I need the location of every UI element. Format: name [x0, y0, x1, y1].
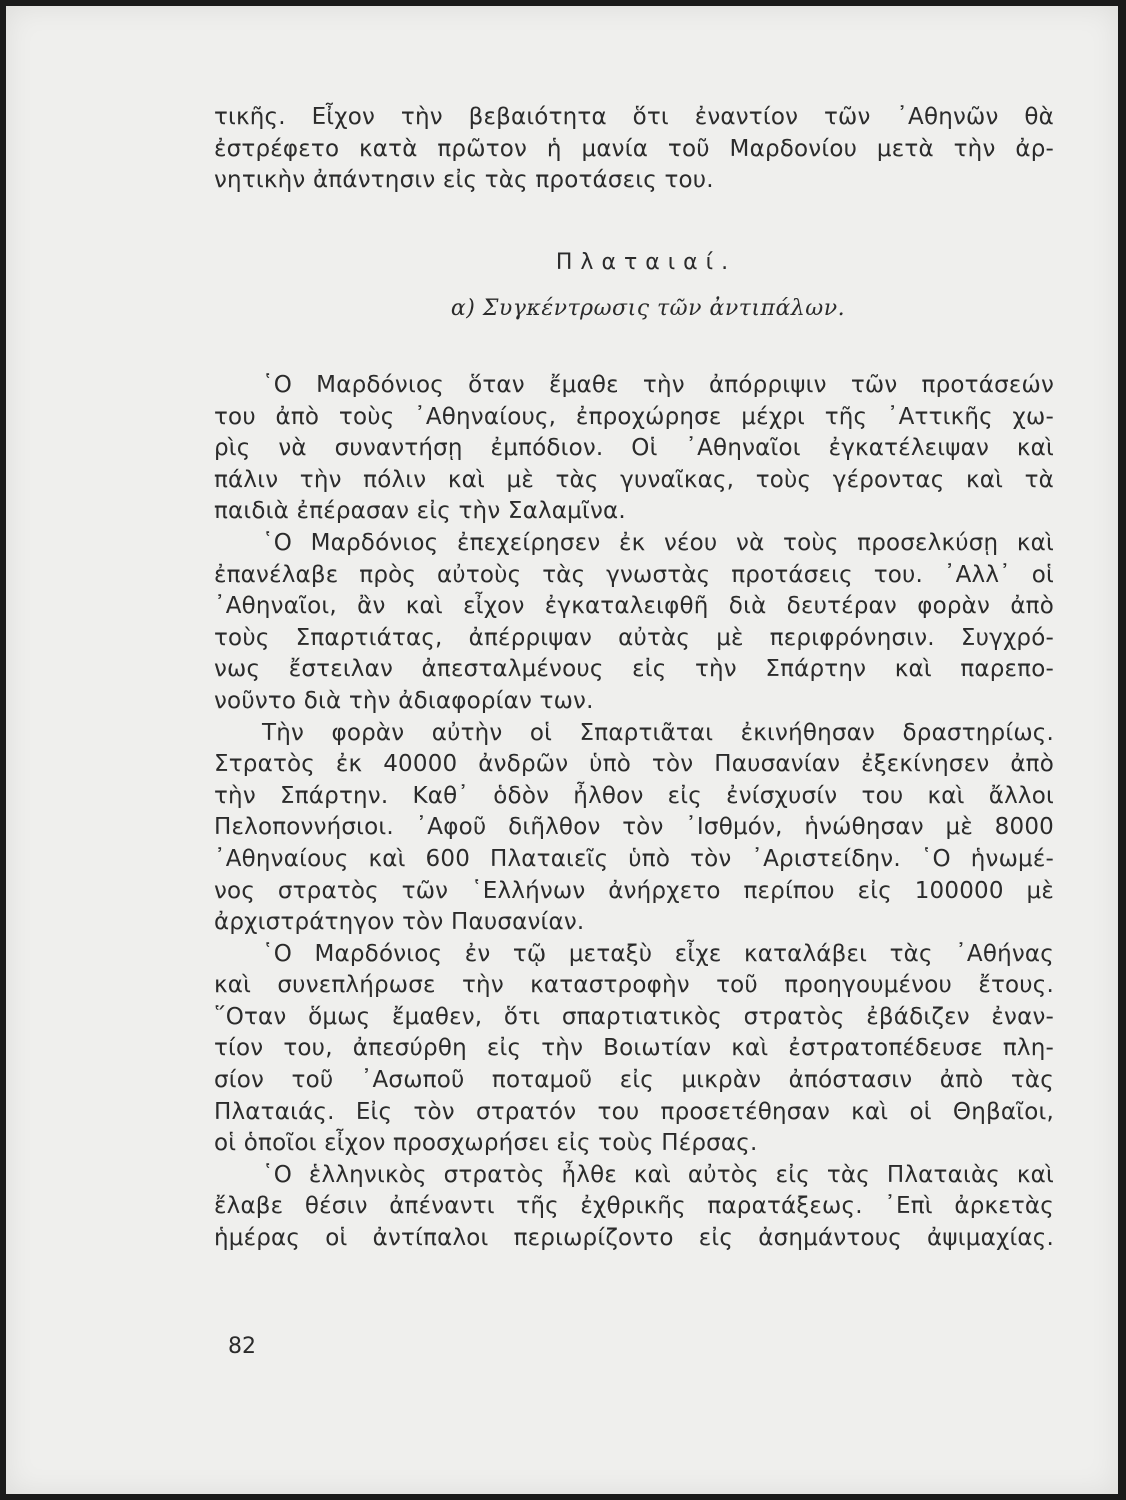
text-line: ῾Ο ἑλληνικὸς στρατὸς ἦλθε καὶ αὐτὸς εἰς τὰς Πλαταιὰς καὶ: [262, 1161, 1054, 1188]
text-line: ἐπανέλαβε πρὸς αὐτοὺς τὰς γνωστὰς προτάσεις του. ᾿Αλλ᾿ οἱ: [214, 561, 1054, 588]
text-line: ρὶς νὰ συναντήσῃ ἐμπόδιον. Οἱ ᾿Αθηναῖοι ἐγκατέλειψαν καὶ: [214, 435, 1054, 462]
text-line: ᾿Αθηναίους καὶ 600 Πλαταιεῖς ὑπὸ τὸν ᾿Αριστείδην. ῾Ο ἡνωμέ-: [214, 845, 1054, 872]
text-line: τὴν Σπάρτην. Καθ᾿ ὁδὸν ἦλθον εἰς ἐνίσχυσίν του καὶ ἄλλοι: [214, 782, 1054, 809]
text-line: νος στρατὸς τῶν ῾Ελλήνων ἀνήρχετο περίπου εἰς 100000 μὲ: [214, 877, 1054, 904]
text-line: Πελοποννήσιοι. ᾿Αφοῦ διῆλθον τὸν ᾿Ισθμόν, ἡνώθησαν μὲ 8000: [214, 814, 1054, 841]
text-line: Τὴν φορὰν αὐτὴν οἱ Σπαρτιᾶται ἐκινήθησαν δραστηρίως.: [262, 719, 1054, 746]
section-heading: Πλαταιαί.: [555, 250, 737, 275]
text-line: παιδιὰ ἐπέρασαν εἰς τὴν Σαλαμῖνα.: [214, 498, 626, 525]
book-page: [6, 6, 1118, 1494]
text-line: Στρατὸς ἐκ 40000 ἀνδρῶν ὑπὸ τὸν Παυσανίαν ἐξεκίνησεν ἀπὸ: [214, 751, 1054, 778]
text-line: ἐστρέφετο κατὰ πρῶτον ἡ μανία τοῦ Μαρδονίου μετὰ τὴν ἀρ-: [214, 135, 1054, 162]
text-line: Πλαταιάς. Εἰς τὸν στρατόν του προσετέθησαν καὶ οἱ Θηβαῖοι,: [214, 1098, 1054, 1125]
page-number: 82: [228, 1334, 256, 1359]
text-line: σίον τοῦ ᾿Ασωποῦ ποταμοῦ εἰς μικρὰν ἀπόστασιν ἀπὸ τὰς: [214, 1067, 1054, 1094]
text-line: καὶ συνεπλήρωσε τὴν καταστροφὴν τοῦ προηγουμένου ἔτους.: [214, 972, 1054, 999]
text-line: ῾Ο Μαρδόνιος ὅταν ἔμαθε τὴν ἀπόρριψιν τῶν προτάσεών: [262, 372, 1054, 398]
text-line: τοὺς Σπαρτιάτας, ἀπέρριψαν αὐτὰς μὲ περιφρόνησιν. Συγχρό-: [214, 624, 1054, 651]
text-line: νοῦντο διὰ τὴν ἀδιαφορίαν των.: [214, 687, 594, 714]
main-text: [214, 370, 1054, 1255]
intro-paragraph: [214, 102, 1054, 197]
text-line: ῞Οταν ὅμως ἔμαθεν, ὅτι σπαρτιατικὸς στρατὸς ἐβάδιζεν ἐναν-: [214, 1003, 1054, 1030]
text-line: ᾿Αθηναῖοι, ἂν καὶ εἶχον ἐγκαταλειφθῆ διὰ δευτέραν φορὰν ἀπὸ: [214, 593, 1054, 620]
text-line: ῾Ο Μαρδόνιος ἐν τῷ μεταξὺ εἶχε καταλάβει τὰς ᾿Αθήνας: [262, 940, 1054, 967]
text-line: ἡμέρας οἱ ἀντίπαλοι περιωρίζοντο εἰς ἀσημάντους ἀψιμαχίας.: [214, 1225, 1054, 1252]
paragraph: [214, 528, 1054, 718]
text-line: οἱ ὁποῖοι εἶχον προσχωρήσει εἰς τοὺς Πέρσας.: [214, 1130, 758, 1157]
paragraph: [214, 939, 1054, 1160]
paragraph: [214, 718, 1054, 939]
text-line: τικῆς. Εἶχον τὴν βεβαιότητα ὅτι ἐναντίον τῶν ᾿Αθηνῶν θὰ: [214, 104, 1054, 130]
text-line: νητικὴν ἀπάντησιν εἰς τὰς προτάσεις του.: [214, 167, 714, 194]
text-line: ἔλαβε θέσιν ἀπέναντι τῆς ἐχθρικῆς παρατάξεως. ᾿Επὶ ἀρκετὰς: [214, 1193, 1054, 1220]
text-line: πάλιν τὴν πόλιν καὶ μὲ τὰς γυναῖκας, τοὺς γέροντας καὶ τὰ: [214, 466, 1054, 493]
text-line: νως ἔστειλαν ἀπεσταλμένους εἰς τὴν Σπάρτην καὶ παρεπο-: [214, 656, 1054, 683]
paragraph: [214, 370, 1054, 528]
text-line: ἀρχιστράτηγον τὸν Παυσανίαν.: [214, 909, 585, 936]
text-line: τίον του, ἀπεσύρθη εἰς τὴν Βοιωτίαν καὶ ἐστρατοπέδευσε πλη-: [214, 1035, 1054, 1062]
paragraph: [214, 1160, 1054, 1255]
text-line: του ἀπὸ τοὺς ᾿Αθηναίους, ἐπροχώρησε μέχρι τῆς ᾿Αττικῆς χω-: [214, 403, 1054, 430]
text-line: ῾Ο Μαρδόνιος ἐπεχείρησεν ἐκ νέου νὰ τοὺς προσελκύσῃ καὶ: [262, 529, 1054, 556]
subheading: α) Συγκέντρωσις τῶν ἀντιπάλων.: [450, 296, 846, 321]
